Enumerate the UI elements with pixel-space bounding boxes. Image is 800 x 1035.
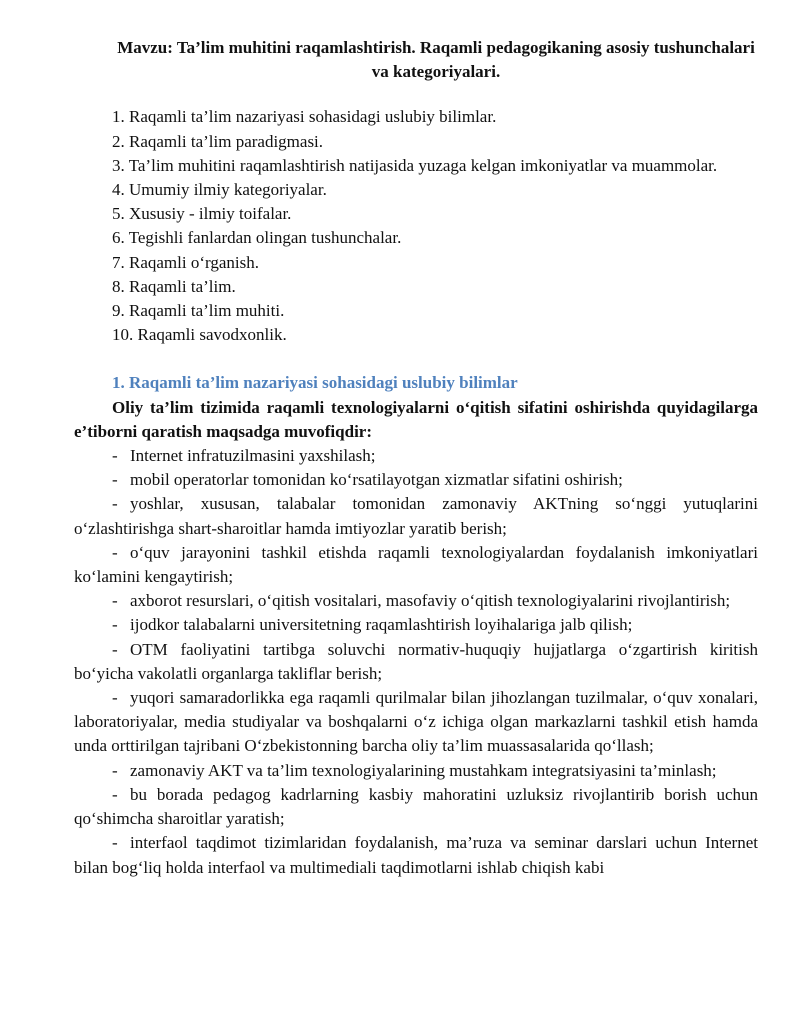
topic-item: 6. Tegishli fanlardan olingan tushunchalar. <box>112 228 402 248</box>
document-page <box>74 36 758 880</box>
list-item <box>74 492 758 540</box>
topic-item: 8. Raqamli ta’lim. <box>112 276 236 296</box>
list-item <box>74 613 758 637</box>
list-item <box>74 759 758 783</box>
bullet-dash: - <box>112 833 118 853</box>
list-item-text: mobil operatorlar tomonidan ko‘rsatilayotgan xizmatlar sifatini oshirish; <box>130 470 623 490</box>
bullet-dash: - <box>112 615 118 635</box>
list-item <box>74 638 758 686</box>
bullet-dash: - <box>112 591 118 611</box>
list-item-text: interfaol taqdimot tizimlaridan foydalanish, ma’ruza va seminar darslari uchun Internet bilan bog‘liq holda interfaol va multimediali taqdimotlarni ishlab chiqish kabi <box>74 833 758 877</box>
list-item <box>74 468 758 492</box>
topic-item: 2. Raqamli ta’lim paradigmasi. <box>112 131 324 151</box>
topic-item: 3. Ta’lim muhitini raqamlashtirish natijasida yuzaga kelgan imkoniyatlar va muammolar. <box>112 155 718 175</box>
list-item <box>74 831 758 879</box>
list-item-text: OTM faoliyatini tartibga soluvchi normativ-huquqiy hujjatlarga o‘zgartirish kiritish bo‘yicha vakolatli organlarga takliflar berish; <box>74 639 758 683</box>
section-heading: 1. Raqamli ta’lim nazariyasi sohasidagi uslubiy bilimlar <box>112 373 518 393</box>
topic-item: 4. Umumiy ilmiy kategoriyalar. <box>112 180 327 200</box>
list-item <box>74 444 758 468</box>
list-item <box>74 589 758 613</box>
topic-item: 10. Raqamli savodxonlik. <box>112 325 287 345</box>
list-item-text: ijodkor talabalarni universitetning raqamlashtirish loyihalariga jalb qilish; <box>130 615 633 635</box>
document-title: Mavzu: Ta’lim muhitini raqamlashtirish. Raqamli pedagogikaning asosiy tushunchalari va kategoriyalari. <box>117 38 755 82</box>
list-item-text: o‘quv jarayonini tashkil etishda raqamli texnologiyalardan foydalanish imkoniyatlari ko‘lamini kengaytirish; <box>74 542 758 587</box>
topic-item: 9. Raqamli ta’lim muhiti. <box>112 301 285 321</box>
list-item <box>74 783 758 831</box>
list-item-text: yuqori samaradorlikka ega raqamli qurilmalar bilan jihozlangan tuzilmalar, o‘quv xonalari, laboratoriyalar, media studiyalar va boshqalarni o‘z ichiga olgan markazlarni tashkil etish hamda unda orttirilgan tajribani O‘zbekistonning barcha oliy ta’lim muassasalarida qo‘llash; <box>74 688 758 756</box>
topic-item: 7. Raqamli o‘rganish. <box>112 252 259 272</box>
topic-item: 1. Raqamli ta’lim nazariyasi sohasidagi uslubiy bilimlar. <box>112 107 497 127</box>
list-item-text: Internet infratuzilmasini yaxshilash; <box>130 446 376 466</box>
topic-item: 5. Xususiy - ilmiy toifalar. <box>112 204 292 224</box>
list-item <box>74 686 758 759</box>
list-item-text: yoshlar, xususan, talabalar tomonidan zamonaviy AKTning so‘nggi yutuqlarini o‘zlashtirishga shart-sharoitlar hamda imtiyozlar yaratib berish; <box>74 494 758 538</box>
list-item-text: zamonaviy AKT va ta’lim texnologiyalarining mustahkam integratsiyasini ta’minlash; <box>130 760 717 780</box>
recommendation-list <box>74 444 758 880</box>
list-item <box>74 541 758 589</box>
bullet-dash: - <box>112 494 118 514</box>
lead-paragraph: Oliy ta’lim tizimida raqamli texnologiyalarni o‘qitish sifatini oshirishda quyidagilarga e’tiborni qaratish maqsadga muvofiqdir: <box>74 397 758 441</box>
bullet-dash: - <box>112 784 118 804</box>
bullet-dash: - <box>112 760 118 780</box>
bullet-dash: - <box>112 639 118 659</box>
bullet-dash: - <box>112 470 118 490</box>
bullet-dash: - <box>112 542 118 562</box>
list-item-text: bu borada pedagog kadrlarning kasbiy mahoratini uzluksiz rivojlantirib borish uchun qo‘shimcha sharoitlar yaratish; <box>74 784 758 829</box>
bullet-dash: - <box>112 688 118 708</box>
bullet-dash: - <box>112 446 118 466</box>
topic-list <box>74 105 758 347</box>
list-item-text: axborot resurslari, o‘qitish vositalari, masofaviy o‘qitish texnologiyalarini rivojlantirish; <box>130 591 731 611</box>
